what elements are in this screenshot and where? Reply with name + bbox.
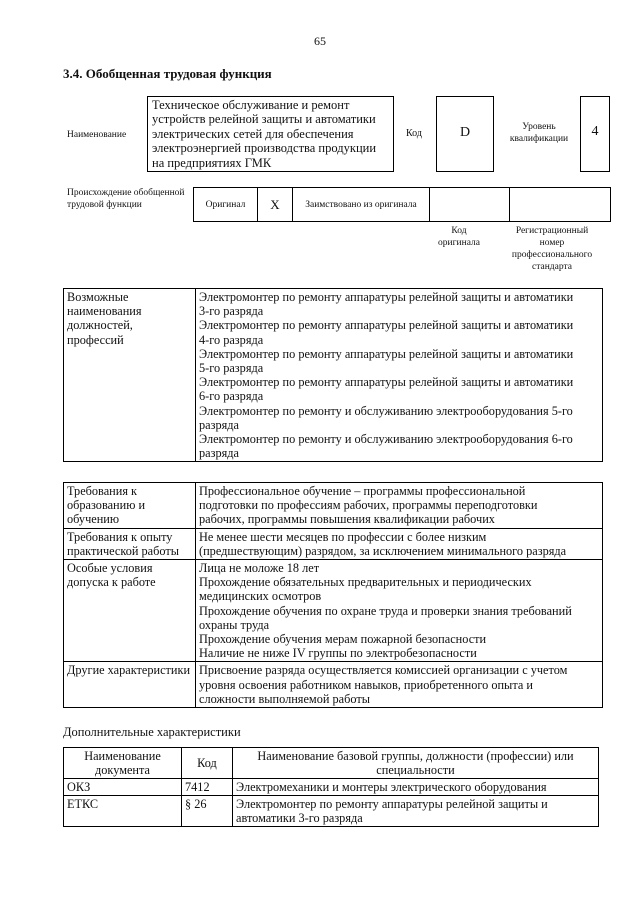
- additional-characteristics-title: Дополнительные характеристики: [63, 725, 241, 739]
- list-item: разряда: [199, 417, 239, 432]
- code-cell: 7412: [182, 779, 233, 796]
- other-characteristics-value: [196, 662, 603, 708]
- other-characteristics-label: Другие характеристики: [64, 662, 196, 708]
- code-cell: § 26: [182, 796, 233, 827]
- list-item: 3-го разряда: [199, 304, 264, 319]
- additional-characteristics-table: [63, 747, 599, 827]
- list-item: 6-го разряда: [199, 389, 264, 404]
- document-cell: ЕТКС: [64, 796, 182, 827]
- header-document: Наименование документа: [64, 748, 182, 779]
- original-code-cell: [430, 188, 510, 222]
- list-item: Электромонтер по ремонту и обслуживанию электрооборудования 5-го: [199, 403, 573, 418]
- text-line: (предшествующим) разрядом, за исключением минимального разряда: [199, 543, 567, 558]
- qualification-level-label: Уровень квалификации: [509, 122, 569, 144]
- registration-number-caption: Регистрационный номер профессионального стандарта: [511, 226, 593, 272]
- table-header-row: [64, 748, 599, 779]
- text-line: Прохождение обучения мерам пожарной безопасности: [199, 632, 487, 647]
- header-group: Наименование базовой группы, должности (профессии) или специальности: [233, 748, 599, 779]
- text-line: Лица не моложе 18 лет: [199, 561, 320, 576]
- text-line: Присвоение разряда осуществляется комиссией организации с учетом: [199, 663, 568, 678]
- table-row: [64, 289, 603, 462]
- text-line: Прохождение обязательных предварительных и периодических: [199, 575, 532, 590]
- qualification-level-value: 4: [580, 96, 610, 172]
- list-item: Электромонтер по ремонту аппаратуры релейной защиты и автоматики: [199, 318, 574, 333]
- requirements-table: [63, 482, 603, 708]
- registration-number-cell: [510, 188, 611, 222]
- text-line: Наличие не ниже IV группы по электробезопасности: [199, 646, 477, 661]
- code-value: D: [436, 96, 494, 172]
- text-line: Прохождение обучения по охране труда и проверки знания требований: [199, 603, 572, 618]
- header-code: Код: [182, 748, 233, 779]
- education-label: Требования к образованию и обучению: [64, 483, 196, 529]
- text-line: медицинских осмотров: [199, 589, 322, 604]
- experience-label: Требования к опыту практической работы: [64, 528, 196, 559]
- original-mark: X: [258, 188, 293, 222]
- code-original-caption: Код оригинала: [438, 226, 480, 248]
- experience-value: [196, 528, 603, 559]
- origin-table: [193, 187, 611, 222]
- text-line: подготовки по профессиям рабочих, программы переподготовки: [199, 498, 538, 513]
- positions-label: Возможные наименования должностей, профессий: [64, 289, 196, 462]
- text-line: Профессиональное обучение – программы профессиональной: [199, 484, 526, 498]
- table-row: [64, 483, 603, 529]
- name-label: Наименование: [67, 130, 127, 140]
- education-value: [196, 483, 603, 529]
- function-name-value: Техническое обслуживание и ремонт устройств релейной защиты и автоматики электрических сетей для обеспечения электроэнергией производства продукции на предприятиях ГМК: [147, 96, 394, 172]
- text-line: Не менее шести месяцев по профессии с более низким: [199, 529, 487, 544]
- group-cell: Электромеханики и монтеры электрического оборудования: [233, 779, 599, 796]
- text-line: рабочих, программы повышения квалификации рабочих: [199, 512, 495, 527]
- code-label: Код: [406, 128, 422, 139]
- original-label: Оригинал: [194, 188, 258, 222]
- group-cell: Электромонтер по ремонту аппаратуры релейной защиты и автоматики 3-го разряда: [233, 796, 599, 827]
- origin-label: Происхождение обобщенной трудовой функции: [67, 188, 185, 210]
- list-item: 4-го разряда: [199, 332, 264, 347]
- list-item: 5-го разряда: [199, 361, 264, 376]
- table-row: [64, 796, 599, 827]
- special-conditions-label: Особые условия допуска к работе: [64, 560, 196, 662]
- positions-table: [63, 288, 603, 462]
- table-row: [64, 662, 603, 708]
- table-row: [64, 560, 603, 662]
- text-line: уровня освоения работником навыков, приобретенного опыта и: [199, 677, 533, 692]
- list-item: Электромонтер по ремонту аппаратуры релейной защиты и автоматики: [199, 346, 574, 361]
- list-item: Электромонтер по ремонту и обслуживанию электрооборудования 6-го: [199, 432, 573, 447]
- borrowed-label: Заимствовано из оригинала: [293, 188, 430, 222]
- document-cell: ОКЗ: [64, 779, 182, 796]
- positions-list: [196, 289, 603, 462]
- list-item: разряда: [199, 446, 239, 461]
- section-heading: 3.4. Обобщенная трудовая функция: [63, 66, 272, 81]
- list-item: Электромонтер по ремонту аппаратуры релейной защиты и автоматики: [199, 375, 574, 390]
- special-conditions-value: [196, 560, 603, 662]
- table-row: [64, 528, 603, 559]
- text-line: сложности выполняемой работы: [199, 691, 370, 706]
- list-item: Электромонтер по ремонту аппаратуры релейной защиты и автоматики: [199, 290, 574, 304]
- table-row: [64, 779, 599, 796]
- page-number: 65: [314, 34, 326, 48]
- text-line: охраны труда: [199, 617, 270, 632]
